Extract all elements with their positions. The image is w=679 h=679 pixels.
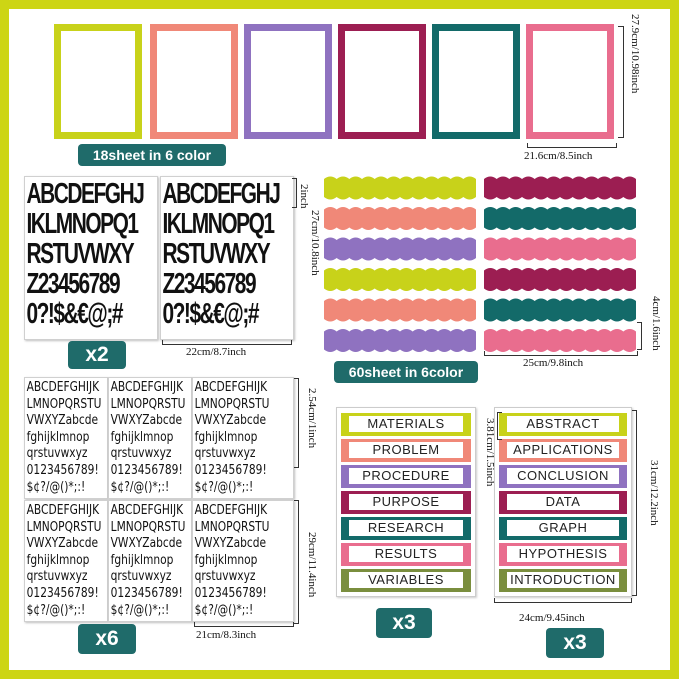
small-letter-sheet bbox=[24, 377, 108, 499]
label-card-2 bbox=[494, 407, 632, 597]
label-strip-pink bbox=[341, 543, 471, 566]
small-letter-multiplier-badge: x6 bbox=[78, 624, 136, 654]
border-strip-left-coral bbox=[324, 207, 476, 230]
small-letter-height-dim: 2.54cm/1inch bbox=[306, 388, 318, 449]
small-letter-grid: ABCDEFGHIJK LMNOPQRSTU VWXYZabcde fghijklmnop qrstuvwxyz 0123456789! $¢?/@()*;:! bbox=[26, 503, 102, 618]
paper-inner-line bbox=[160, 34, 228, 129]
paper-sheet-pink bbox=[526, 24, 614, 139]
small-letter-sheet bbox=[108, 500, 192, 622]
paper-height-bracket bbox=[618, 26, 624, 138]
big-letter-width-bracket bbox=[162, 340, 292, 345]
border-strip-right-pink bbox=[484, 238, 636, 261]
border-strip-left-lavender bbox=[324, 329, 476, 352]
label-text: VARIABLES bbox=[349, 572, 463, 588]
small-letter-grid: ABCDEFGHIJK LMNOPQRSTU VWXYZabcde fghijklmnop qrstuvwxyz 0123456789! $¢?/@()*;:! bbox=[194, 503, 270, 618]
label-card-1-multiplier-badge: x3 bbox=[376, 608, 432, 638]
label-strip-burgundy bbox=[341, 491, 471, 514]
paper-inner-line bbox=[64, 34, 132, 129]
small-letter-width-bracket bbox=[194, 622, 294, 627]
label-strip-olive bbox=[341, 569, 471, 592]
paper-width-bracket bbox=[527, 143, 617, 148]
label-text: HYPOTHESIS bbox=[507, 546, 619, 562]
big-letter-sheet-1 bbox=[24, 176, 158, 340]
label-strip-teal bbox=[499, 517, 627, 540]
small-letter-sheet bbox=[192, 500, 294, 622]
label-strip-lavender bbox=[341, 465, 471, 488]
card-height-dim: 31cm/12.2inch bbox=[648, 460, 660, 526]
paper-sheet-lavender bbox=[244, 24, 332, 139]
label-strip-teal bbox=[341, 517, 471, 540]
small-letter-grid: ABCDEFGHIJK LMNOPQRSTU VWXYZabcde fghijklmnop qrstuvwxyz 0123456789! $¢?/@()*;:! bbox=[110, 503, 186, 618]
label-text: APPLICATIONS bbox=[507, 442, 619, 458]
paper-inner-line bbox=[442, 34, 510, 129]
paper-sheet-lime bbox=[54, 24, 142, 139]
card-width-bracket bbox=[494, 598, 632, 603]
border-strip-right-pink bbox=[484, 329, 636, 352]
small-letter-grid: ABCDEFGHIJK LMNOPQRSTU VWXYZabcde fghijklmnop qrstuvwxyz 0123456789! $¢?/@()*;:! bbox=[26, 380, 102, 495]
paper-sheet-burgundy bbox=[338, 24, 426, 139]
label-text: PROCEDURE bbox=[349, 468, 463, 484]
label-strip-olive bbox=[499, 569, 627, 592]
label-text: PURPOSE bbox=[349, 494, 463, 510]
label-text: DATA bbox=[507, 494, 619, 510]
scalloped-border-strips bbox=[322, 172, 638, 352]
label-strip-burgundy bbox=[499, 491, 627, 514]
border-width-bracket bbox=[484, 351, 638, 356]
label-strip-lavender bbox=[499, 465, 627, 488]
border-count-badge: 60sheet in 6color bbox=[334, 361, 478, 383]
small-letter-sheet-height-bracket bbox=[294, 500, 299, 624]
label-text: CONCLUSION bbox=[507, 468, 619, 484]
label-text: RESEARCH bbox=[349, 520, 463, 536]
label-height-dim: 3.81cm/1.5inch bbox=[484, 418, 496, 487]
label-text: RESULTS bbox=[349, 546, 463, 562]
paper-inner-line bbox=[254, 34, 322, 129]
small-letter-grid: ABCDEFGHIJK LMNOPQRSTU VWXYZabcde fghijklmnop qrstuvwxyz 0123456789! $¢?/@()*;:! bbox=[194, 380, 270, 495]
border-strip-right-teal bbox=[484, 207, 636, 230]
border-strip-left-coral bbox=[324, 299, 476, 322]
small-letter-sheet bbox=[192, 377, 294, 499]
label-card-1 bbox=[336, 407, 476, 597]
label-text: GRAPH bbox=[507, 520, 619, 536]
label-strip-lime bbox=[499, 413, 627, 436]
big-letter-grid: ABCDEFGHJ IKLMNOPQ1 RSTUVWXY Z23456789 0?!$&€@;# bbox=[26, 178, 144, 330]
border-strip-right-burgundy bbox=[484, 177, 636, 200]
big-letter-height-bracket bbox=[292, 178, 297, 208]
big-letter-grid: ABCDEFGHJ IKLMNOPQ1 RSTUVWXY Z23456789 0?!$&€@;# bbox=[162, 178, 280, 330]
border-height-bracket bbox=[637, 322, 642, 350]
label-text: PROBLEM bbox=[349, 442, 463, 458]
border-strip-left-lime bbox=[324, 177, 476, 200]
border-height-dim: 4cm/1.6inch bbox=[650, 296, 662, 351]
paper-inner-line bbox=[348, 34, 416, 129]
border-strip-left-lavender bbox=[324, 238, 476, 261]
border-width-dim: 25cm/9.8inch bbox=[523, 357, 584, 369]
big-letter-sheet-2 bbox=[160, 176, 294, 340]
label-strip-coral bbox=[341, 439, 471, 462]
label-text: MATERIALS bbox=[349, 416, 463, 432]
label-strip-lime bbox=[341, 413, 471, 436]
big-letter-sheet-height-dim: 27cm/10.8inch bbox=[309, 210, 321, 276]
paper-sheet-coral bbox=[150, 24, 238, 139]
label-text: INTRODUCTION bbox=[507, 572, 619, 588]
card-height-bracket bbox=[632, 410, 637, 596]
label-height-bracket bbox=[497, 412, 502, 440]
label-strip-coral bbox=[499, 439, 627, 462]
small-letter-height-bracket bbox=[294, 378, 299, 468]
paper-count-badge: 18sheet in 6 color bbox=[78, 144, 226, 166]
border-strip-right-teal bbox=[484, 299, 636, 322]
small-letter-sheet-height-dim: 29cm/11.4inch bbox=[306, 532, 318, 598]
big-letter-sheet-width-dim: 22cm/8.7inch bbox=[186, 346, 247, 358]
label-strip-pink bbox=[499, 543, 627, 566]
paper-height-dim: 27.9cm/10.98inch bbox=[629, 14, 641, 94]
paper-inner-line bbox=[536, 34, 604, 129]
label-text: ABSTRACT bbox=[507, 416, 619, 432]
paper-sheet-teal bbox=[432, 24, 520, 139]
big-letter-multiplier-badge: x2 bbox=[68, 341, 126, 369]
small-letter-grid: ABCDEFGHIJK LMNOPQRSTU VWXYZabcde fghijklmnop qrstuvwxyz 0123456789! $¢?/@()*;:! bbox=[110, 380, 186, 495]
big-letter-height-dim: 2inch bbox=[298, 184, 310, 209]
small-letter-sheet bbox=[24, 500, 108, 622]
border-strip-right-burgundy bbox=[484, 268, 636, 291]
label-card-2-multiplier-badge: x3 bbox=[546, 628, 604, 658]
small-letter-sheet bbox=[108, 377, 192, 499]
paper-width-dim: 21.6cm/8.5inch bbox=[524, 150, 593, 162]
small-letter-sheet-width-dim: 21cm/8.3inch bbox=[196, 629, 257, 641]
card-width-dim: 24cm/9.45inch bbox=[519, 612, 585, 624]
border-strip-left-lime bbox=[324, 268, 476, 291]
